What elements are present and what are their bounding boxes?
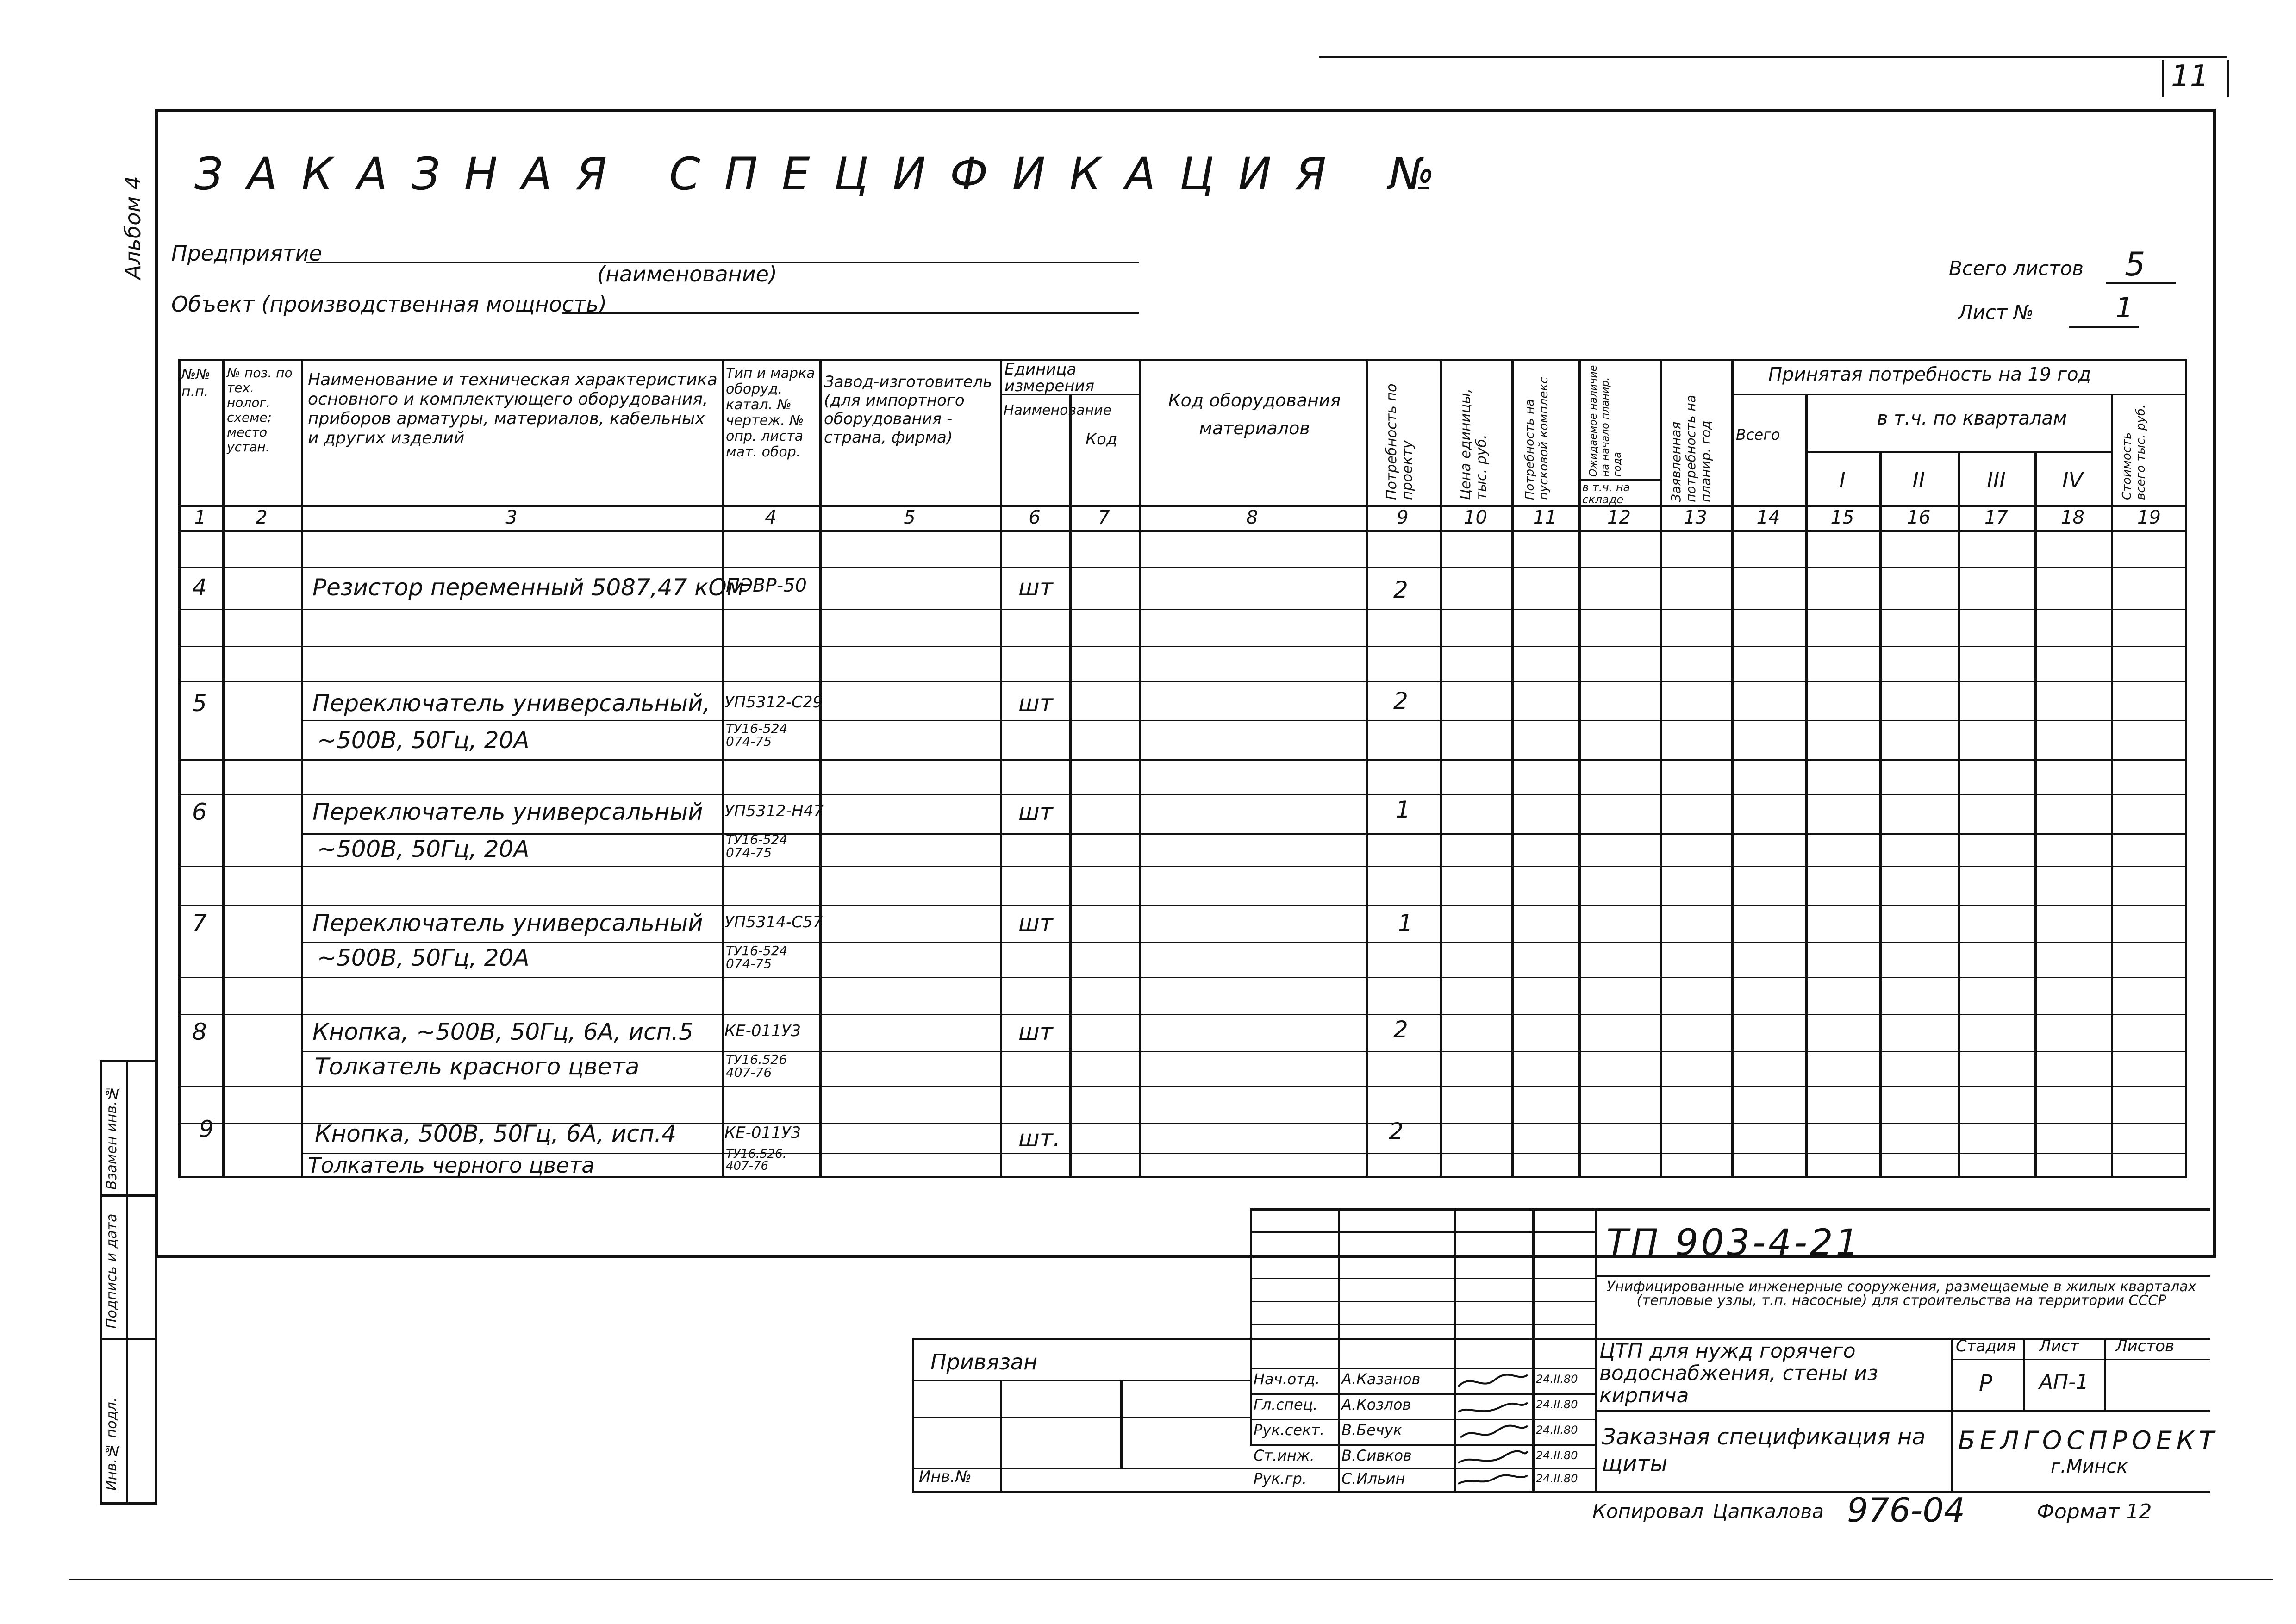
item-type-spec: ТУ16-524 074-75 (726, 943, 788, 971)
sign-date-label: Подпись и дата (104, 1213, 120, 1329)
col-header-19: Стоимость всего тыс. руб. (2120, 404, 2148, 500)
col-header-11: Потребность на пусковой комплекс (1523, 377, 1551, 500)
col-num-6: 6 (1029, 507, 1041, 528)
col-num-18: 18 (2061, 507, 2084, 528)
item-qty: 1 (1396, 796, 1410, 823)
quarter-2-header: II (1912, 468, 1925, 493)
item-name: Кнопка, ~500В, 50Гц, 6А, исп.5 (312, 1018, 693, 1045)
bound-label: Привязан (930, 1349, 1038, 1374)
col-num-1: 1 (194, 507, 206, 528)
signatures-image (1454, 1368, 1532, 1488)
item-type: ПЭВР-50 (726, 575, 807, 596)
item-name: Переключатель универсальный, (312, 690, 711, 717)
col-num-4: 4 (765, 507, 777, 528)
inv-orig-label: Инв.№ подл. (104, 1397, 120, 1491)
col-header-12-top: Ожидаемое наличие на начало планир. года (1588, 365, 1623, 477)
row-number: 9 (199, 1116, 214, 1143)
quarter-group-header: в т.ч. по кварталам (1877, 408, 2067, 429)
doc-code: ТП 903-4-21 (1606, 1222, 1862, 1264)
name-note: (наименование) (597, 262, 777, 287)
sheet-number-stamp: АП-1 (2039, 1370, 2089, 1394)
col-header-1: №№ п.п. (181, 366, 211, 400)
copied-label: Копировал (1592, 1500, 1703, 1523)
quarter-3-header: III (1987, 468, 2006, 493)
col-header-4: Тип и марка оборуд. катал. № чертеж. № опр. листа мат. обор. (726, 365, 815, 460)
col-num-17: 17 (1984, 507, 2008, 528)
item-name: Переключатель универсальный (312, 799, 703, 825)
col-header-3: Наименование и техническая характеристика основного и комплектующего оборудования, приборов арматуры, материалов, кабельных и других изделий (308, 370, 718, 448)
format-label: Формат 12 (2037, 1500, 2152, 1524)
sheet-label-stamp: Лист (2039, 1337, 2079, 1355)
person-date: 24.II.80 (1536, 1472, 1578, 1485)
item-type-spec: ТУ16-524 074-75 (726, 832, 788, 860)
person-name: В.Бечук (1341, 1421, 1402, 1439)
person-role: Рук.сект. (1254, 1421, 1325, 1439)
enterprise-label: Предприятие (171, 241, 322, 266)
total-sheets-value: 5 (2125, 245, 2146, 283)
person-role: Гл.спец. (1254, 1396, 1318, 1413)
page-title: ЗАКАЗНАЯ СПЕЦИФИКАЦИЯ № (194, 148, 1459, 200)
col-num-5: 5 (904, 507, 916, 528)
col-num-8: 8 (1246, 507, 1258, 528)
col-num-3: 3 (505, 507, 518, 528)
col-num-9: 9 (1397, 507, 1409, 528)
item-name: Кнопка, 500В, 50Гц, 6А, исп.4 (315, 1120, 677, 1147)
stage-value: Р (1979, 1370, 1992, 1396)
item-type-spec: ТУ16.526 407-76 (726, 1052, 787, 1080)
item-type: КЕ-011У3 (724, 1022, 801, 1040)
person-name: В.Сивков (1341, 1447, 1412, 1464)
row-number: 5 (192, 690, 207, 717)
item-name-second-line: Толкатель черного цвета (308, 1153, 595, 1178)
col-header-14: Всего (1736, 426, 1780, 443)
col-header-12-bottom: в т.ч. на складе (1582, 481, 1630, 506)
person-role: Ст.инж. (1254, 1447, 1315, 1464)
col-num-2: 2 (256, 507, 268, 528)
inv-number-label: Инв.№ (919, 1468, 972, 1486)
item-name-second-line: ~500В, 50Гц, 20А (317, 836, 530, 862)
stage-label: Стадия (1956, 1337, 2016, 1355)
col-num-12: 12 (1607, 507, 1631, 528)
item-unit: шт (1018, 1018, 1053, 1045)
row-number: 4 (192, 574, 207, 601)
item-name: Переключатель универсальный (312, 910, 703, 937)
organization: БЕЛГОСПРОЕКТ (1958, 1426, 2219, 1455)
col-num-15: 15 (1830, 507, 1854, 528)
item-name-second-line: ~500В, 50Гц, 20А (317, 944, 530, 971)
col-num-13: 13 (1684, 507, 1707, 528)
sheet-number: 11 (2171, 59, 2209, 94)
item-name-second-line: Толкатель красного цвета (315, 1053, 640, 1080)
item-type-spec: ТУ16.526. 407-76 (726, 1147, 786, 1173)
person-date: 24.II.80 (1536, 1373, 1578, 1386)
item-type: УП5314-С57 (724, 913, 823, 931)
row-number: 7 (192, 910, 207, 937)
project-title: Унифицированные инженерные сооружения, размещаемые в жилых кварталах (тепловые узлы, т.п. насосные) для строительства на территории СССР (1606, 1279, 2196, 1309)
col-header-9: Потребность по проекту (1384, 383, 1416, 500)
col-header-6: Наименование (1004, 402, 1112, 418)
col-header-10: Цена единицы, тыс. руб. (1458, 388, 1490, 500)
row-number: 6 (192, 799, 207, 825)
sheet-label: Лист № (1958, 301, 2034, 324)
person-name: А.Козлов (1341, 1396, 1411, 1413)
col-header-2: № поз. по тех. нолог. схеме; место устан. (227, 365, 293, 455)
object-label: Объект (производственная мощность) (171, 292, 607, 317)
item-qty: 2 (1393, 1016, 1408, 1043)
col-num-11: 11 (1533, 507, 1557, 528)
person-name: А.Казанов (1341, 1370, 1421, 1388)
item-name: Резистор переменный 5087,47 кОм (312, 574, 744, 601)
object-description: ЦТП для нужд горячего водоснабжения, стены из кирпича (1599, 1339, 1878, 1407)
item-type: УП5312-Н47 (724, 802, 824, 820)
item-type: КЕ-011У3 (724, 1124, 801, 1142)
col-header-5: Завод-изготовитель (для импортного оборудования - страна, фирма) (824, 373, 992, 447)
item-qty: 1 (1398, 910, 1413, 937)
accepted-group-header: Принятая потребность на 19 год (1768, 364, 2091, 385)
quarter-4-header: IV (2062, 468, 2084, 493)
city: г.Минск (2051, 1456, 2128, 1477)
person-date: 24.II.80 (1536, 1424, 1578, 1437)
col-header-7: Код (1086, 430, 1117, 449)
unit-group-header: Единица измерения (1004, 360, 1095, 395)
col-header-8: Код оборудования материалов (1168, 390, 1341, 438)
col-num-19: 19 (2137, 507, 2161, 528)
col-header-13: Заявленная потребность на планир. год (1668, 394, 1713, 502)
item-qty: 2 (1393, 576, 1408, 603)
person-name: С.Ильин (1341, 1470, 1405, 1487)
quarter-1-header: I (1839, 468, 1846, 493)
sheets-label: Листов (2115, 1337, 2175, 1355)
col-num-7: 7 (1098, 507, 1110, 528)
item-type-spec: ТУ16-524 074-75 (726, 721, 788, 749)
replaced-inv-label: Взамен инв.№ (104, 1085, 120, 1190)
total-sheets-label: Всего листов (1949, 257, 2084, 280)
person-role: Нач.отд. (1254, 1370, 1320, 1388)
person-date: 24.II.80 (1536, 1449, 1578, 1462)
person-role: Рук.гр. (1254, 1470, 1307, 1487)
col-num-16: 16 (1907, 507, 1931, 528)
order-number: 976-04 (1847, 1491, 1965, 1530)
item-type: УП5312-С29 (724, 693, 823, 712)
item-unit: шт (1018, 799, 1053, 825)
col-num-10: 10 (1464, 507, 1487, 528)
sheet-value: 1 (2115, 292, 2134, 324)
col-num-14: 14 (1756, 507, 1780, 528)
item-unit: шт (1018, 574, 1053, 601)
album-label: Альбом 4 (120, 176, 145, 280)
item-name-second-line: ~500В, 50Гц, 20А (317, 727, 530, 754)
row-number: 8 (192, 1018, 207, 1045)
person-date: 24.II.80 (1536, 1398, 1578, 1411)
item-unit: шт. (1018, 1125, 1061, 1152)
copier-name: Цапкалова (1713, 1500, 1824, 1523)
item-qty: 2 (1393, 687, 1408, 714)
sheet-title: Заказная спецификация на щиты (1602, 1424, 1926, 1477)
item-unit: шт (1018, 690, 1053, 717)
item-qty: 2 (1389, 1118, 1404, 1145)
item-unit: шт (1018, 910, 1053, 937)
